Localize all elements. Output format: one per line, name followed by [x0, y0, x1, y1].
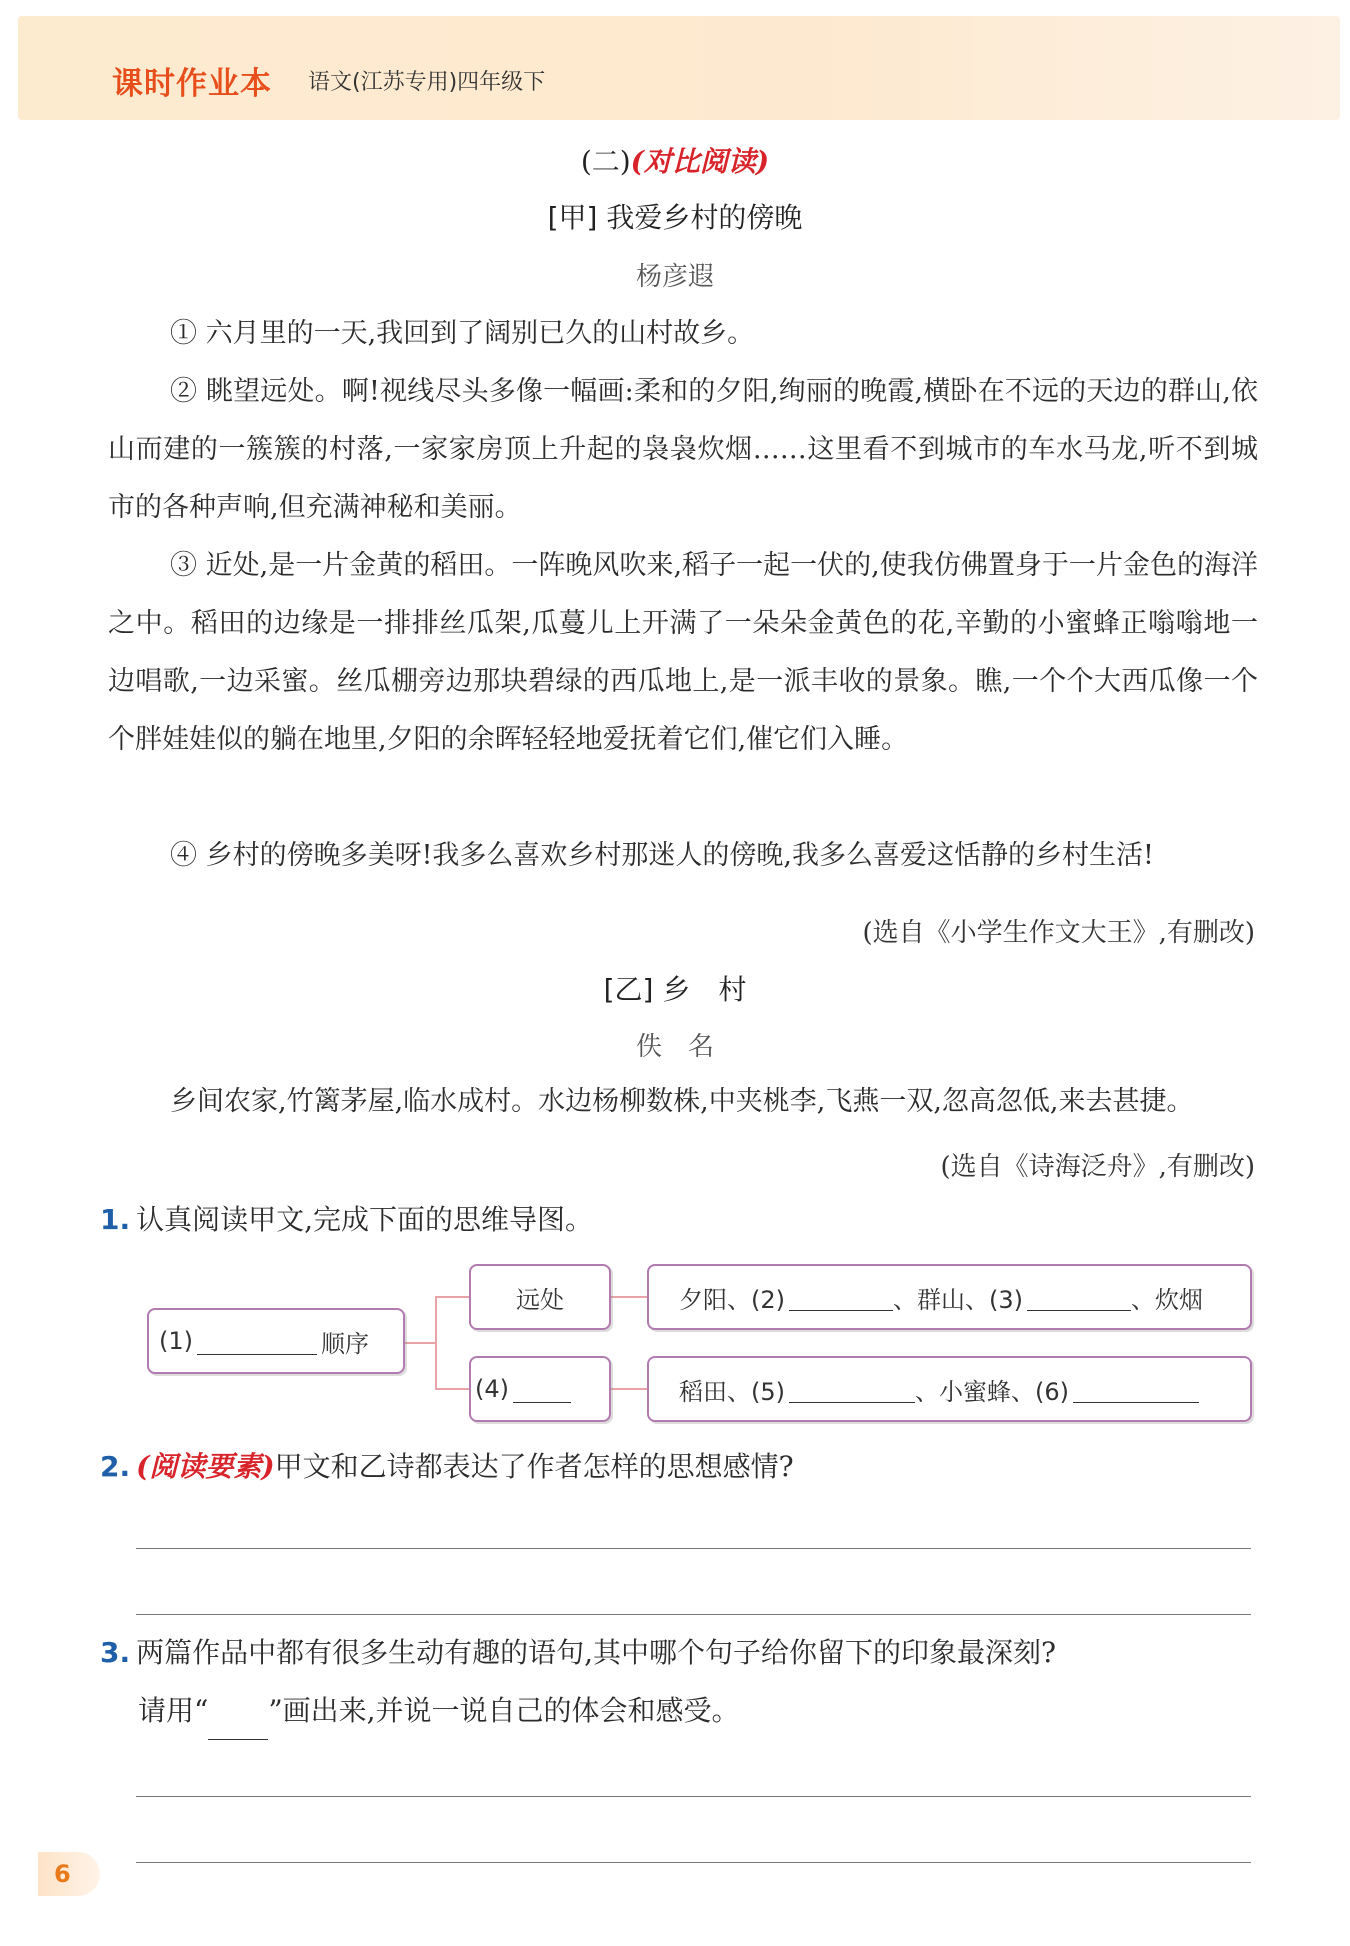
section-tag: (对比阅读)	[630, 145, 770, 178]
blank-1-label: (1)	[159, 1327, 193, 1355]
question-1	[100, 1191, 593, 1249]
connector-near	[435, 1388, 469, 1390]
mindmap-near-detail-box	[647, 1356, 1252, 1422]
text-a-author: 杨彦遐	[635, 262, 714, 292]
connector-far-detail	[611, 1296, 647, 1298]
connector-far	[435, 1296, 469, 1298]
blank-6[interactable]	[1073, 1376, 1199, 1403]
text-a-label: [甲]	[547, 201, 598, 234]
text-b-label: [乙]	[603, 973, 654, 1006]
connector-root	[405, 1342, 437, 1344]
blank-1[interactable]	[197, 1328, 317, 1355]
paragraph-3: ③ 近处,是一片金黄的稻田。一阵晚风吹来,稻子一起一伏的,使我仿佛置身于一片金色的海洋之中。稻田的边缘是一排排丝瓜架,瓜蔓儿上开满了一朵朵金黄色的花,辛勤的小蜜蜂正嗡嗡地一边唱歌,一边采蜜。丝瓜棚旁边那块碧绿的西瓜地上,是一派丰收的景象。瞧,一个个大西瓜像一个个胖娃娃似的躺在地里,夕阳的余晖轻轻地爱抚着它们,催它们入睡。	[108, 550, 1258, 755]
question-1-number: 1.	[100, 1203, 131, 1236]
paragraph-1: ① 六月里的一天,我回到了阔别已久的山村故乡。	[170, 318, 755, 349]
question-3-text: 两篇作品中都有很多生动有趣的语句,其中哪个句子给你留下的印象最深刻?	[136, 1636, 1057, 1669]
question-3-text2-a: 请用“	[138, 1694, 209, 1727]
question-3-line-2	[138, 1682, 740, 1740]
text-b-title	[0, 968, 1350, 1008]
question-3	[100, 1624, 1056, 1682]
far-detail-b: 、群山、(3)	[893, 1285, 1023, 1314]
near-detail-a: 稻田、(5)	[679, 1377, 785, 1406]
question-3-number: 3.	[100, 1636, 131, 1669]
blank-4-label: (4)	[475, 1375, 509, 1403]
question-1-text: 认真阅读甲文,完成下面的思维导图。	[136, 1203, 594, 1236]
mindmap-root-box	[147, 1308, 405, 1374]
text-b-title-text: 乡 村	[662, 973, 747, 1006]
blank-5[interactable]	[789, 1376, 915, 1403]
far-detail-a: 夕阳、(2)	[679, 1285, 785, 1314]
far-detail-c: 、炊烟	[1131, 1285, 1203, 1314]
answer-line-q2-1[interactable]	[136, 1548, 1251, 1549]
text-b-paragraph: 乡间农家,竹篱茅屋,临水成村。水边杨柳数株,中夹桃李,飞燕一双,忽高忽低,来去甚捷。	[170, 1086, 1194, 1117]
text-b-author: 佚 名	[635, 1032, 714, 1062]
connector-vertical	[435, 1296, 437, 1390]
text-a-title	[0, 196, 1350, 236]
section-number: (二)	[580, 145, 631, 178]
paragraph-4: ④ 乡村的傍晚多美呀!我多么喜欢乡村那迷人的傍晚,我多么喜爱这恬静的乡村生活!	[170, 840, 1154, 871]
underline-sample	[208, 1715, 268, 1740]
text-a-source: (选自《小学生作文大王》,有删改)	[862, 918, 1255, 948]
mindmap-near-box	[469, 1356, 611, 1422]
mindmap-far-detail-box	[647, 1264, 1252, 1330]
connector-near-detail	[611, 1388, 647, 1390]
book-title: 课时作业本	[112, 66, 272, 102]
blank-4[interactable]	[513, 1376, 571, 1403]
section-heading	[0, 140, 1350, 180]
question-2-tag: (阅读要素)	[136, 1450, 275, 1483]
blank-2[interactable]	[789, 1284, 893, 1311]
near-detail-b: 、小蜜蜂、(6)	[915, 1377, 1069, 1406]
text-a-title-text: 我爱乡村的傍晚	[606, 201, 803, 234]
answer-line-q2-2[interactable]	[136, 1614, 1251, 1615]
far-label: 远处	[516, 1285, 564, 1314]
blank-3[interactable]	[1027, 1284, 1131, 1311]
page-number: 6	[38, 1852, 100, 1896]
root-suffix: 顺序	[321, 1329, 369, 1358]
book-subtitle: 语文(江苏专用)四年级下	[308, 70, 546, 95]
question-2	[100, 1438, 794, 1496]
question-2-text: 甲文和乙诗都表达了作者怎样的思想感情?	[274, 1450, 794, 1483]
question-2-number: 2.	[100, 1450, 131, 1483]
text-b-source: (选自《诗海泛舟》,有删改)	[940, 1152, 1255, 1182]
answer-line-q3-1[interactable]	[136, 1796, 1251, 1797]
question-3-text2-b: ”画出来,并说一说自己的体会和感受。	[268, 1694, 740, 1727]
paragraph-2: ② 眺望远处。啊!视线尽头多像一幅画:柔和的夕阳,绚丽的晚霞,横卧在不远的天边的群山,依山而建的一簇簇的村落,一家家房顶上升起的袅袅炊烟……这里看不到城市的车水马龙,听不到城市的各种声响,但充满神秘和美丽。	[108, 376, 1258, 523]
answer-line-q3-2[interactable]	[136, 1862, 1251, 1863]
mindmap-far-box	[469, 1264, 611, 1330]
